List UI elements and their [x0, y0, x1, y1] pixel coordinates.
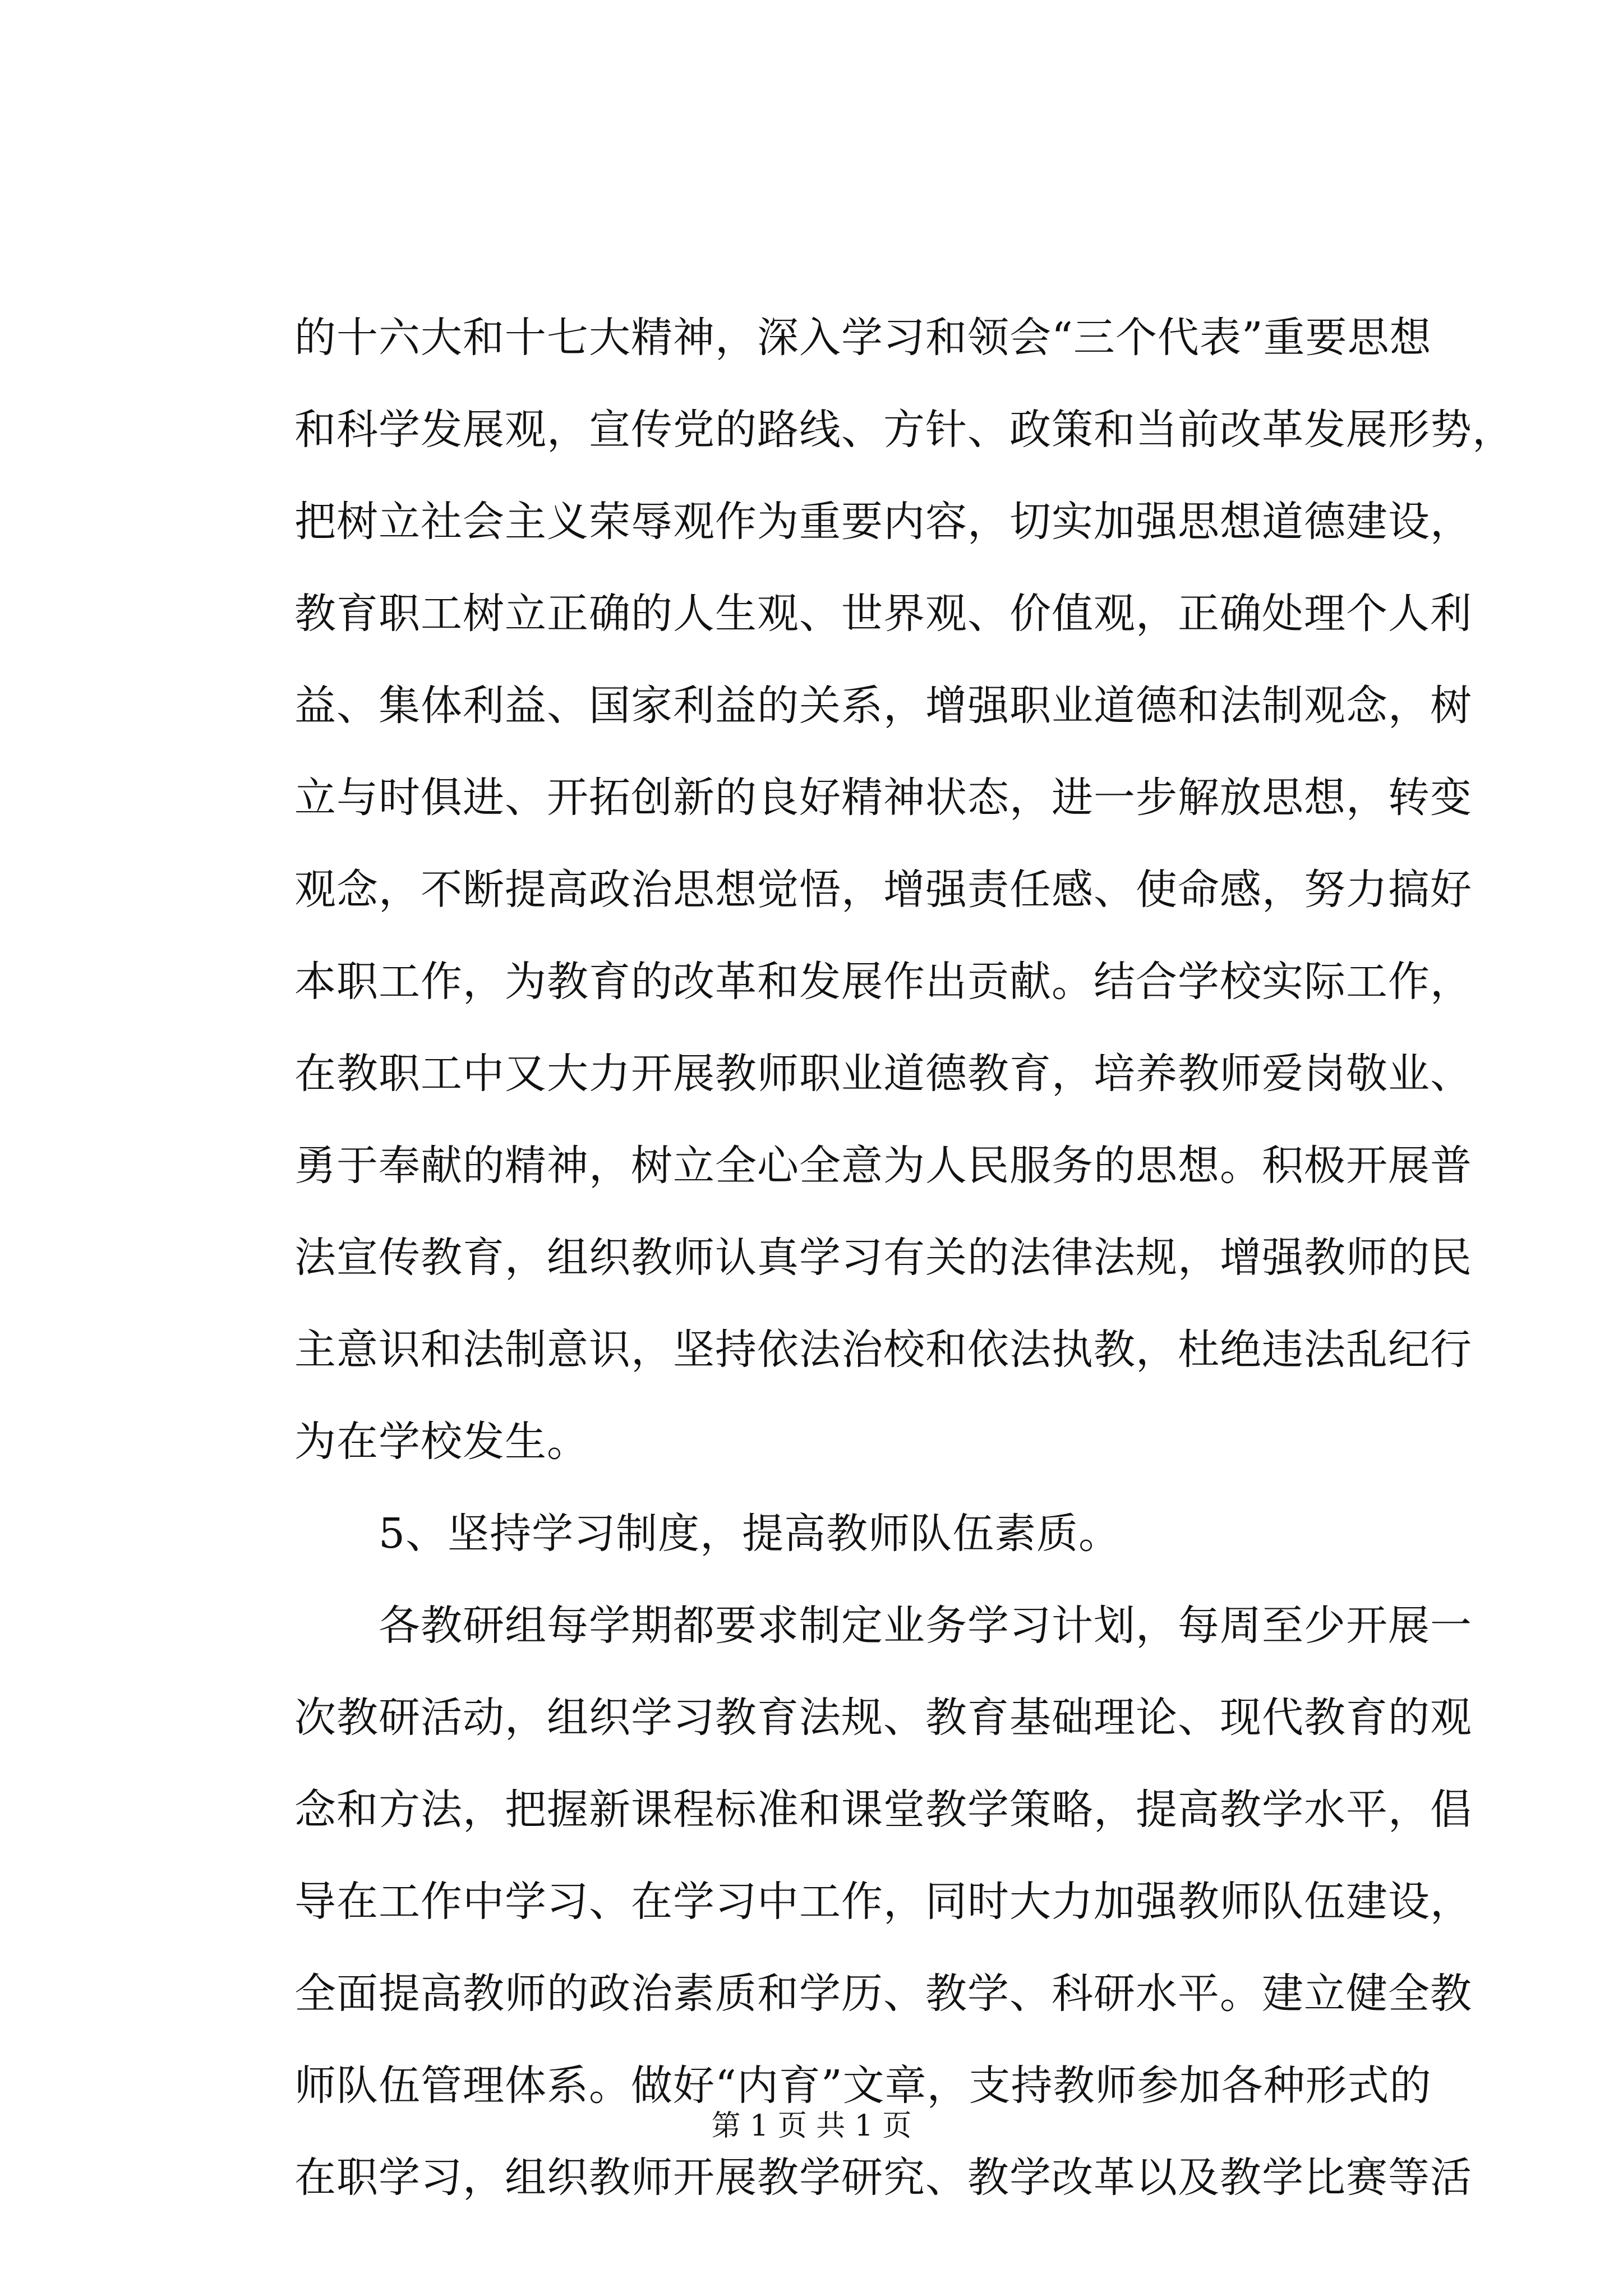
- text-line: 和科学发展观，宣传党的路线、方针、政策和当前改革发展形势，: [294, 406, 1514, 454]
- text-line: 师队伍管理体系。做好“内育”文章，支持教师参加各种形式的: [294, 2062, 1432, 2110]
- text-line: 导在工作中学习、在学习中工作，同时大力加强教师队伍建设，: [294, 1878, 1472, 1926]
- text-line: 益、集体利益、国家利益的关系，增强职业道德和法制观念，树: [294, 682, 1472, 730]
- document-body: [294, 292, 1514, 2224]
- section-heading: 5、坚持学习制度，提高教师队伍素质。: [294, 1510, 1121, 1558]
- text-line: 观念，不断提高政治思想觉悟，增强责任感、使命感，努力搞好: [294, 866, 1472, 914]
- page-footer: 第 1 页 共 1 页: [711, 2109, 912, 2143]
- text-line: 次教研活动，组织学习教育法规、教育基础理论、现代教育的观: [294, 1694, 1472, 1742]
- text-line: 法宣传教育，组织教师认真学习有关的法律法规，增强教师的民: [294, 1234, 1472, 1282]
- text-line: 主意识和法制意识，坚持依法治校和依法执教，杜绝违法乱纪行: [294, 1326, 1472, 1374]
- text-line: 全面提高教师的政治素质和学历、教学、科研水平。建立健全教: [294, 1970, 1472, 2018]
- text-line: 勇于奉献的精神，树立全心全意为人民服务的思想。积极开展普: [294, 1142, 1472, 1190]
- text-line: 念和方法，把握新课程标准和课堂教学策略，提高教学水平，倡: [294, 1786, 1472, 1834]
- text-line: 各教研组每学期都要求制定业务学习计划，每周至少开展一: [294, 1602, 1472, 1650]
- text-line: 把树立社会主义荣辱观作为重要内容，切实加强思想道德建设，: [294, 498, 1472, 546]
- text-line: 在职学习，组织教师开展教学研究、教学改革以及教学比赛等活: [294, 2154, 1472, 2202]
- text-line: 立与时俱进、开拓创新的良好精神状态，进一步解放思想，转变: [294, 774, 1472, 822]
- text-line: 本职工作，为教育的改革和发展作出贡献。结合学校实际工作，: [294, 958, 1472, 1006]
- text-line: 为在学校发生。: [294, 1418, 589, 1466]
- text-line: 的十六大和十七大精神，深入学习和领会“三个代表”重要思想: [294, 314, 1432, 362]
- text-line: 在教职工中又大力开展教师职业道德教育，培养教师爱岗敬业、: [294, 1050, 1472, 1098]
- text-line: 教育职工树立正确的人生观、世界观、价值观，正确处理个人利: [294, 590, 1472, 638]
